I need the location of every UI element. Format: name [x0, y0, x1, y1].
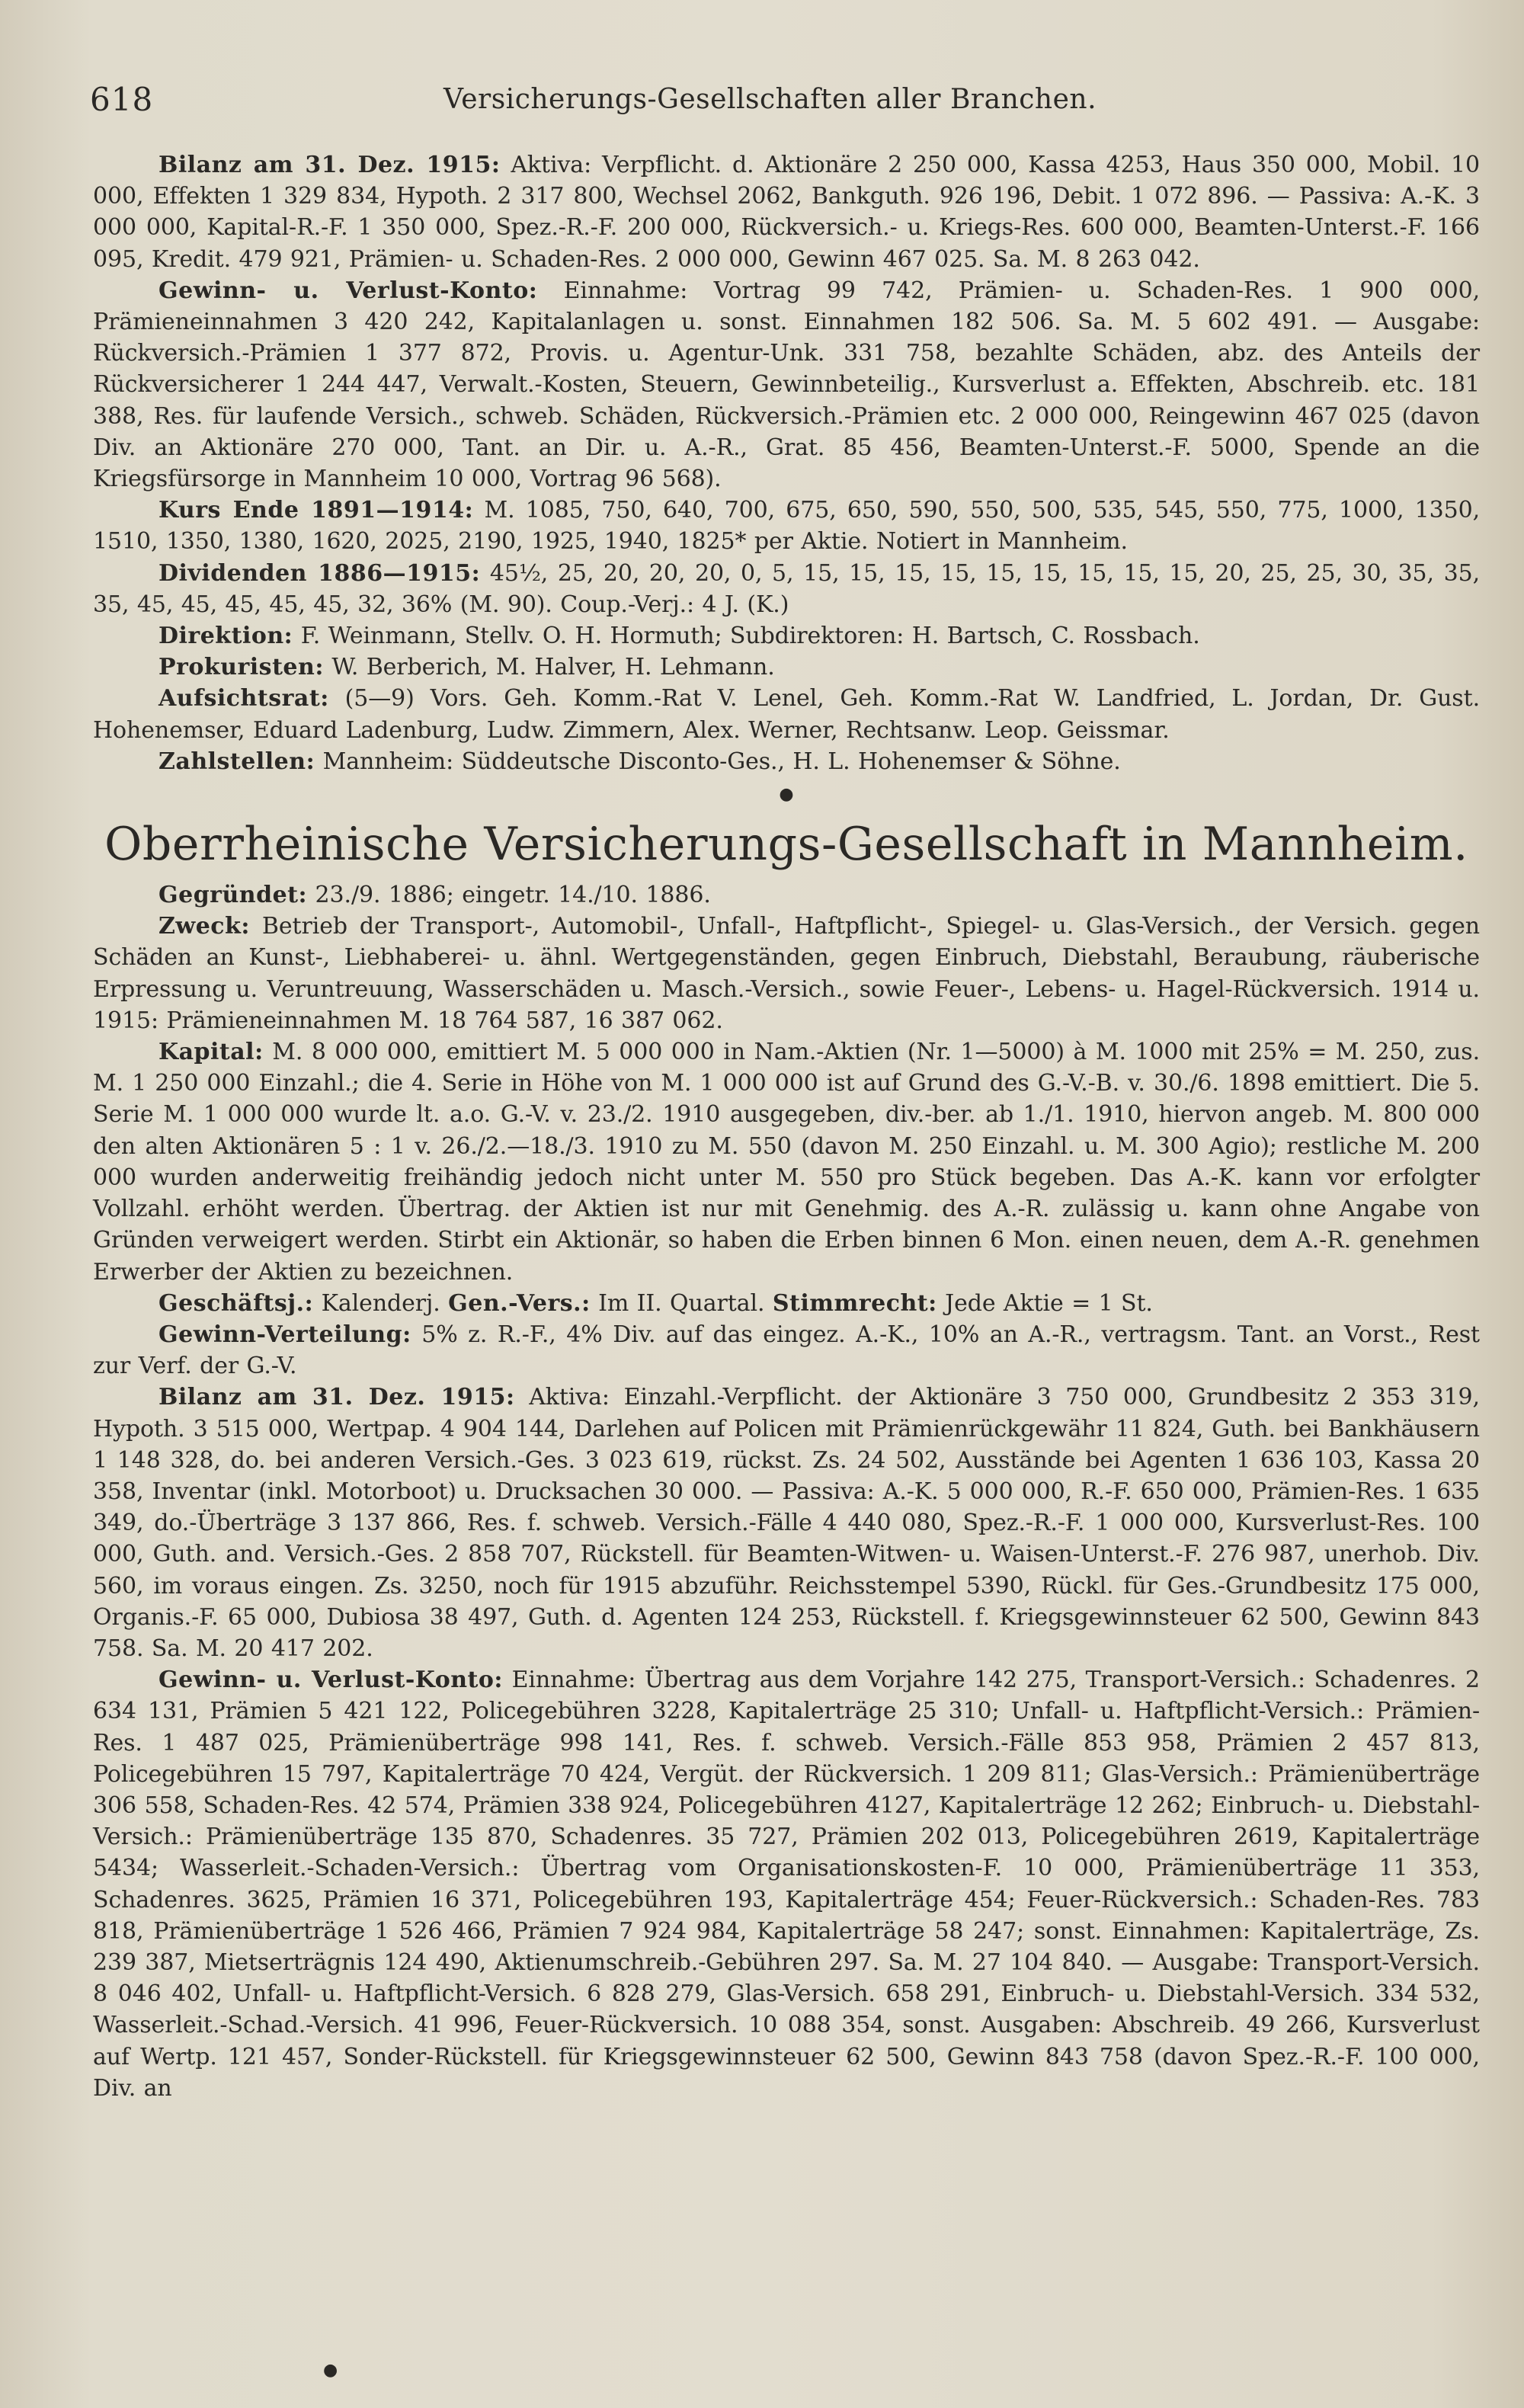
gegruendet-label: Gegründet:	[158, 882, 308, 909]
zahlstellen-paragraph	[93, 746, 1480, 777]
gewinn-verteilung-text: 5% z. R.-F., 4% Div. auf das eingez. A.-K., 10% an A.-R., vertragsm. Tant. an Vorst., Rest zur Verf. der G.-V.	[93, 1321, 1480, 1380]
company-gewinn-verlust-label: Gewinn- u. Verlust-Konto:	[158, 1667, 503, 1694]
prokuristen-paragraph	[93, 652, 1480, 683]
gewinn-verlust-text: Einnahme: Vortrag 99 742, Prämien- u. Schaden-Res. 1 900 000, Prämieneinnahmen 3 420 242, Kapitalanlagen u. sonst. Einnahmen 182 506. Sa. M. 5 602 491. — Ausgabe: Rückversich.-Prämien 1 377 872, Provis. u. Agentur-Unk. 331 758, bezahlte Schäden, abz. des Anteils der Rückversicherer 1 244 447, Verwalt.-Kosten, Steuern, Gewinnbeteilig., Kursverlust a. Effekten, Abschreib. etc. 181 388, Res. für laufende Versich., schweb. Schäden, Rückversich.-Prämien etc. 2 000 000, Reingewinn 467 025 (davon Div. an Aktionäre 270 000, Tant. an Dir. u. A.-R., Grat. 85 456, Beamten-Unterst.-F. 5000, Spende an die Kriegsfürsorge in Mannheim 10 000, Vortrag 96 568).	[93, 277, 1481, 493]
prokuristen-text: W. Berberich, M. Halver, H. Lehmann.	[331, 654, 775, 681]
geschaeftsjahr-text: Kalenderj.	[321, 1289, 440, 1317]
page-number: 618	[90, 81, 154, 118]
company-bilanz-label: Bilanz am 31. Dez. 1915:	[158, 1384, 515, 1411]
footer-dot: ●	[323, 2361, 338, 2380]
section-divider-dot: ●	[779, 785, 794, 805]
page-content	[93, 149, 1480, 2104]
geschaeftsjahr-label: Geschäftsj.:	[158, 1289, 314, 1317]
company-heading: Oberrheinische Versicherungs-Gesellschaft in Mannheim.	[104, 818, 1468, 872]
aufsichtsrat-paragraph	[93, 683, 1480, 745]
kapital-text: M. 8 000 000, emittiert M. 5 000 000 in Nam.-Aktien (Nr. 1—5000) à M. 1000 mit 25% = M. 250, zus. M. 1 250 000 Einzahl.; die 4. Serie in Höhe von M. 1 000 000 ist auf Grund des G.-V.-B. v. 30./6. 1898 emittiert. Die 5. Serie M. 1 000 000 wurde lt. a.o. G.-V. v. 23./2. 1910 ausgegeben, div.-ber. ab 1./1. 1910, hiervon angeb. M. 800 000 den alten Aktionären 5 : 1 v. 26./2.—18./3. 1910 zu M. 550 (davon M. 250 Einzahl. u. M. 300 Agio); restliche M. 200 000 wurden anderweitig freihändig jedoch nicht unter M. 550 pro Stück begeben. Das A.-K. kann vor erfolgter Vollzahl. erhöht werden. Übertrag. der Aktien ist nur mit Genehmig. des A.-R. zulässig u. kann ohne Angabe von Gründen verweigert werden. Stirbt ein Aktionär, so haben die Erben binnen 6 Mon. einen neuen, dem A.-R. genehmen Erwerber der Aktien zu bezeichnen.	[93, 1039, 1481, 1286]
gewinn-verlust-label: Gewinn- u. Verlust-Konto:	[158, 277, 538, 304]
direktion-label: Direktion:	[158, 623, 293, 650]
aufsichtsrat-label: Aufsichtsrat:	[158, 685, 329, 712]
dividenden-text: 45½, 25, 20, 20, 20, 0, 5, 15, 15, 15, 15, 15, 15, 15, 15, 15, 20, 25, 25, 30, 35, 35, 35, 45, 45, 45, 45, 45, 32, 36% (M. 90). Coup.-Verj.: 4 J. (K.)	[93, 559, 1481, 618]
zweck-label: Zweck:	[158, 913, 250, 940]
bilanz-label: Bilanz am 31. Dez. 1915:	[158, 152, 501, 178]
zahlstellen-text: Mannheim: Süddeutsche Disconto-Ges., H. L. Hohenemser & Söhne.	[322, 748, 1121, 775]
stimmrecht-text: Jede Aktie = 1 St.	[945, 1289, 1153, 1317]
kurs-label: Kurs Ende 1891—1914:	[158, 497, 474, 524]
aufsichtsrat-text: (5—9) Vors. Geh. Komm.-Rat V. Lenel, Geh. Komm.-Rat W. Landfried, L. Jordan, Dr. Gust. Hohenemser, Eduard Ladenburg, Ludw. Zimmern, Alex. Werner, Rechtsanw. Leop. Geissmar.	[93, 685, 1480, 744]
bilanz-paragraph	[93, 149, 1480, 275]
dividenden-paragraph	[93, 558, 1480, 620]
gewinn-verlust-paragraph	[93, 275, 1480, 495]
bilanz-text: Aktiva: Verpflicht. d. Aktionäre 2 250 000, Kassa 4253, Haus 350 000, Mobil. 10 000, Effekten 1 329 834, Hypoth. 2 317 800, Wechsel 2062, Bankguth. 926 196, Debit. 1 072 896. — Passiva: A.-K. 3 000 000, Kapital-R.-F. 1 350 000, Spez.-R.-F. 200 000, Rückversich.- u. Kriegs-Res. 600 000, Beamten-Unterst.-F. 166 095, Kredit. 479 921, Prämien- u. Schaden-Res. 2 000 000, Gewinn 467 025. Sa. M. 8 263 042.	[93, 152, 1481, 273]
stimmrecht-label: Stimmrecht:	[772, 1289, 937, 1317]
direktion-text: F. Weinmann, Stellv. O. H. Hormuth; Subdirektoren: H. Bartsch, C. Rossbach.	[300, 623, 1200, 650]
dividenden-label: Dividenden 1886—1915:	[158, 559, 481, 587]
gen-vers-text: Im II. Quartal.	[598, 1289, 765, 1317]
prokuristen-label: Prokuristen:	[158, 654, 324, 681]
kapital-paragraph	[93, 1036, 1480, 1288]
zweck-text: Betrieb der Transport-, Automobil-, Unfall-, Haftpflicht-, Spiegel- u. Glas-Versich., der Versich. gegen Schäden an Kunst-, Liebhaberei- u. ähnl. Wertgegenständen, gegen Einbruch, Diebstahl, Beraubung, räuberische Erpressung u. Veruntreuung, Wasserschäden u. Masch.-Versich., sowie Feuer-, Lebens- u. Hagel-Rückversich. 1914 u. 1915: Prämieneinnahmen M. 18 764 587, 16 387 062.	[93, 913, 1481, 1034]
geschaeftsjahr-paragraph	[93, 1288, 1480, 1319]
gegruendet-text: 23./9. 1886; eingetr. 14./10. 1886.	[315, 882, 711, 909]
kurs-text: M. 1085, 750, 640, 700, 675, 650, 590, 550, 500, 535, 545, 550, 775, 1000, 1350, 1510, 1350, 1380, 1620, 2025, 2190, 1925, 1940, 1825* per Aktie. Notiert in Mannheim.	[93, 497, 1481, 556]
company-gewinn-verlust-paragraph	[93, 1664, 1480, 2104]
kapital-label: Kapital:	[158, 1039, 264, 1066]
company-bilanz-text: Aktiva: Einzahl.-Verpflicht. der Aktionäre 3 750 000, Grundbesitz 2 353 319, Hypoth. 3 515 000, Wertpap. 4 904 144, Darlehen auf Policen mit Prämienrückgewähr 11 824, Guth. bei Bankhäusern 1 148 328, do. bei anderen Versich.-Ges. 3 023 619, rückst. Zs. 24 502, Ausstände bei Agenten 1 636 103, Kassa 20 358, Inventar (inkl. Motorboot) u. Drucksachen 30 000. — Passiva: A.-K. 5 000 000, R.-F. 650 000, Prämien-Res. 1 635 349, do.-Überträge 3 137 866, Res. f. schweb. Versich.-Fälle 4 440 080, Spez.-R.-F. 1 000 000, Kursverlust-Res. 100 000, Guth. and. Versich.-Ges. 2 858 707, Rückstell. für Beamten-Witwen- u. Waisen-Unterst.-F. 276 987, unerhob. Div. 560, im voraus eingen. Zs. 3250, noch für 1915 abzuführ. Reichsstempel 5390, Rückl. für Ges.-Grundbesitz 175 000, Organis.-F. 65 000, Dubiosa 38 497, Guth. d. Agenten 124 253, Rückstell. f. Kriegsgewinnsteuer 62 500, Gewinn 843 758. Sa. M. 20 417 202.	[93, 1384, 1480, 1662]
gen-vers-label: Gen.-Vers.:	[448, 1289, 591, 1317]
running-title: Versicherungs-Gesellschaften aller Branchen.	[443, 84, 1097, 115]
zweck-paragraph	[93, 911, 1480, 1036]
page-header	[90, 81, 1431, 126]
company-bilanz-paragraph	[93, 1382, 1480, 1664]
gewinn-verteilung-paragraph	[93, 1319, 1480, 1382]
direktion-paragraph	[93, 620, 1480, 652]
zahlstellen-label: Zahlstellen:	[158, 748, 315, 775]
gegruendet-paragraph	[93, 879, 1480, 911]
gewinn-verteilung-label: Gewinn-Verteilung:	[158, 1321, 411, 1348]
kurs-paragraph	[93, 495, 1480, 557]
company-gewinn-verlust-text: Einnahme: Übertrag aus dem Vorjahre 142 275, Transport-Versich.: Schadenres. 2 634 131, Prämien 5 421 122, Policegebühren 3228, Kapitalerträge 25 310; Unfall- u. Haftpflicht-Versich.: Prämien-Res. 1 487 025, Prämienüberträge 998 141, Res. f. schweb. Versich.-Fälle 853 958, Prämien 2 457 813, Policegebühren 15 797, Kapitalerträge 70 424, Vergüt. der Rückversich. 1 209 811; Glas-Versich.: Prämienüberträge 306 558, Schaden-Res. 42 574, Prämien 338 924, Policegebühren 4127, Kapitalerträge 12 262; Einbruch- u. Diebstahl-Versich.: Prämienüberträge 135 870, Schadenres. 35 727, Prämien 202 013, Policegebühren 2619, Kapitalerträge 5434; Wasserleit.-Schaden-Versich.: Übertrag vom Organisationskosten-F. 10 000, Prämienüberträge 11 353, Schadenres. 3625, Prämien 16 371, Policegebühren 193, Kapitalerträge 454; Feuer-Rückversich.: Schaden-Res. 783 818, Prämienüberträge 1 526 466, Prämien 7 924 984, Kapitalerträge 58 247; sonst. Einnahmen: Kapitalerträge, Zs. 239 387, Mietserträgnis 124 490, Aktienumschreib.-Gebühren 297. Sa. M. 27 104 840. — Ausgabe: Transport-Versich. 8 046 402, Unfall- u. Haftpflicht-Versich. 6 828 279, Glas-Versich. 658 291, Einbruch- u. Diebstahl-Versich. 334 532, Wasserleit.-Schad.-Versich. 41 996, Feuer-Rückversich. 10 088 354, sonst. Ausgaben: Abschreib. 49 266, Kursverlust auf Wertp. 121 457, Sonder-Rückstell. für Kriegsgewinnsteuer 62 500, Gewinn 843 758 (davon Spez.-R.-F. 100 000, Div. an	[93, 1667, 1480, 2102]
